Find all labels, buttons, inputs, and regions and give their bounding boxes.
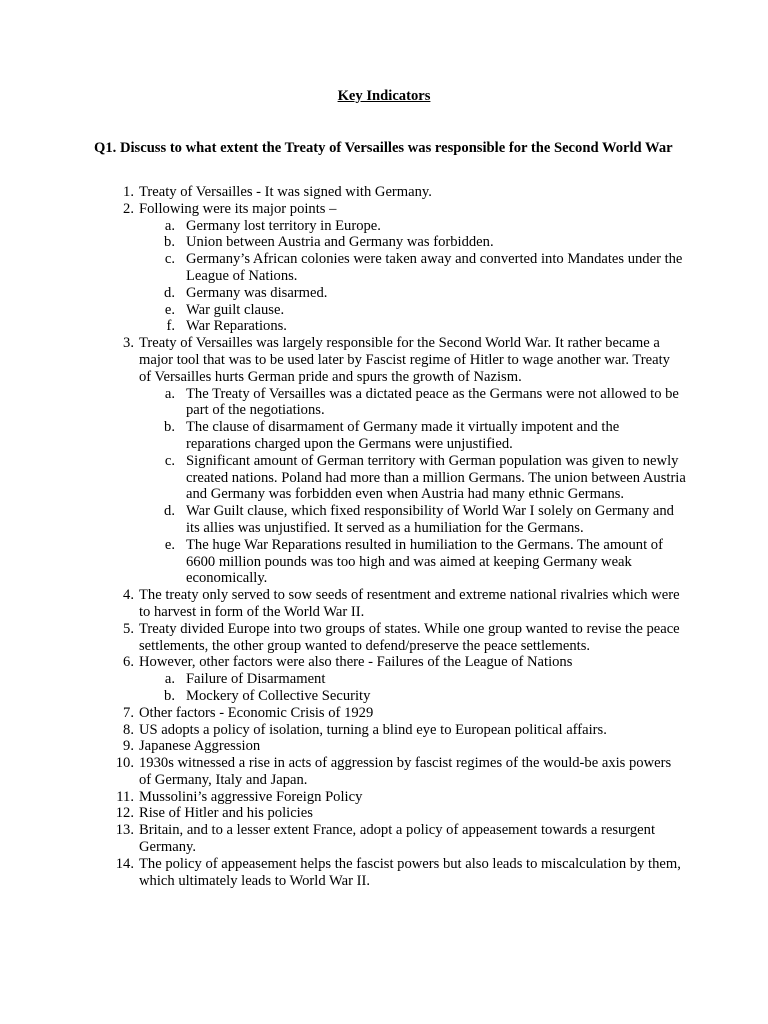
list-item-text: Japanese Aggression (139, 738, 261, 755)
sub-list-item (0, 688, 686, 705)
sub-list-item (0, 503, 686, 537)
list-item-number: 2. (123, 200, 134, 217)
list-item (0, 621, 684, 655)
list-item-number: 13. (115, 822, 134, 839)
list-item-text: Rise of Hitler and his policies (139, 805, 313, 822)
list-item-number: 4. (123, 587, 134, 604)
sub-list-item-letter: f. (166, 318, 175, 335)
list-item-text: The treaty only served to sow seeds of resentment and extreme national rivalries which were to harvest in form of the World War II. (139, 587, 680, 620)
list-item-number: 12. (115, 805, 134, 822)
sub-list-item-letter: e. (164, 536, 175, 553)
sub-list-item (0, 318, 686, 335)
sub-list-item (0, 234, 686, 251)
sub-list-item (0, 453, 686, 503)
list-item-text: 1930s witnessed a rise in acts of aggression by fascist regimes of the would-be axis powers of Germany, Italy and Japan. (139, 755, 672, 788)
sub-list-item-letter: a. (164, 671, 175, 688)
sub-list-item-text: Failure of Disarmament (186, 671, 326, 688)
sub-list-item-letter: c. (164, 251, 175, 268)
list-item (0, 705, 684, 722)
page-title: Key Indicators (337, 88, 431, 104)
list-item-number: 6. (123, 654, 134, 671)
numbered-list (0, 184, 768, 889)
list-item-text: Following were its major points – (139, 200, 337, 217)
list-item-number: 10. (115, 755, 134, 772)
sub-list-item-text: Germany was disarmed. (186, 284, 328, 301)
sub-list-item-text: Significant amount of German territory with German population was given to newly created nations. Poland had more than a million Germans. The union between Austria and Germany was forbidden even when Austria had many ethnic Germans. (186, 452, 686, 503)
list-item (0, 738, 684, 755)
list-item-text: Mussolini’s aggressive Foreign Policy (139, 788, 363, 805)
sub-list-item-text: The huge War Reparations resulted in humiliation to the Germans. The amount of 6600 million pounds was too high and was aimed at keeping Germany weak economically. (186, 536, 663, 587)
sub-list-item-letter: e. (164, 301, 175, 318)
list-item-number: 9. (123, 738, 134, 755)
sub-list-item-letter: a. (164, 385, 175, 402)
sub-list-item-text: Germany’s African colonies were taken away and converted into Mandates under the League of Nations. (186, 251, 683, 284)
list-item-text: Treaty divided Europe into two groups of states. While one group wanted to revise the peace settlements, the other group wanted to defend/preserve the peace settlements. (139, 620, 680, 654)
list-item-number: 5. (123, 620, 134, 637)
sub-list-item (0, 302, 686, 319)
list-item-number: 11. (116, 788, 134, 805)
list-item (0, 722, 684, 739)
list-item (0, 335, 684, 385)
list-item-text: Britain, and to a lesser extent France, adopt a policy of appeasement towards a resurgent Germany. (139, 822, 656, 856)
list-item (0, 789, 684, 806)
list-item (0, 822, 684, 856)
sub-list-item-letter: a. (164, 217, 175, 234)
sub-list-item-text: War Reparations. (186, 318, 287, 335)
list-item (0, 654, 684, 671)
sub-list-item (0, 537, 686, 587)
list-item-number: 8. (123, 721, 134, 738)
sub-list-item-text: War Guilt clause, which fixed responsibility of World War I solely on Germany and its allies was unjustified. It served as a humiliation for the Germans. (186, 503, 674, 536)
sub-list-item (0, 285, 686, 302)
sub-list-item (0, 251, 686, 285)
sub-list-item (0, 671, 686, 688)
list-item-text: US adopts a policy of isolation, turning a blind eye to European political affairs. (139, 721, 607, 738)
sub-list-item-text: Union between Austria and Germany was forbidden. (186, 234, 494, 251)
list-item-text: However, other factors were also there - Failures of the League of Nations (139, 654, 573, 671)
sub-list-item-text: The Treaty of Versailles was a dictated peace as the Germans were not allowed to be part of the negotiations. (186, 385, 679, 419)
sub-list-item-text: Germany lost territory in Europe. (186, 217, 381, 234)
sub-list-item (0, 386, 686, 420)
sub-list-item-letter: b. (164, 234, 175, 251)
sub-list-item-text: War guilt clause. (186, 301, 285, 318)
list-item-text: Treaty of Versailles - It was signed with Germany. (139, 184, 432, 200)
sub-list-item (0, 419, 686, 453)
sub-list-item-letter: b. (164, 419, 175, 436)
sub-list-item-letter: d. (164, 503, 175, 520)
sub-list-item-letter: b. (164, 687, 175, 704)
list-item-number: 3. (123, 335, 134, 352)
list-item-text: The policy of appeasement helps the fascist powers but also leads to miscalculation by them, which ultimately leads to World War II. (139, 855, 681, 889)
list-item (0, 755, 684, 789)
list-item (0, 805, 684, 822)
list-item (0, 856, 684, 890)
list-item-text: Treaty of Versailles was largely responsible for the Second World War. It rather became a major tool that was to be used later by Fascist regime of Hitler to wage another war. Treaty of Versailles hurts German pride and spurs the growth of Nazism. (139, 335, 670, 385)
list-item (0, 201, 684, 218)
list-item-number: 7. (123, 704, 134, 721)
sub-list-item-text: The clause of disarmament of Germany made it virtually impotent and the reparations charged upon the Germans were unjustified. (186, 419, 620, 452)
list-item-text: Other factors - Economic Crisis of 1929 (139, 704, 374, 721)
list-item-number: 1. (123, 184, 134, 200)
list-item (0, 184, 684, 201)
question-heading: Q1. Discuss to what extent the Treaty of Versailles was responsible for the Second World War (94, 140, 673, 156)
sub-list-item (0, 218, 686, 235)
sub-list-item-text: Mockery of Collective Security (186, 687, 371, 704)
list-item-number: 14. (115, 855, 134, 872)
sub-list-item-letter: c. (164, 452, 175, 469)
sub-list-item-letter: d. (164, 284, 175, 301)
list-item (0, 587, 684, 621)
